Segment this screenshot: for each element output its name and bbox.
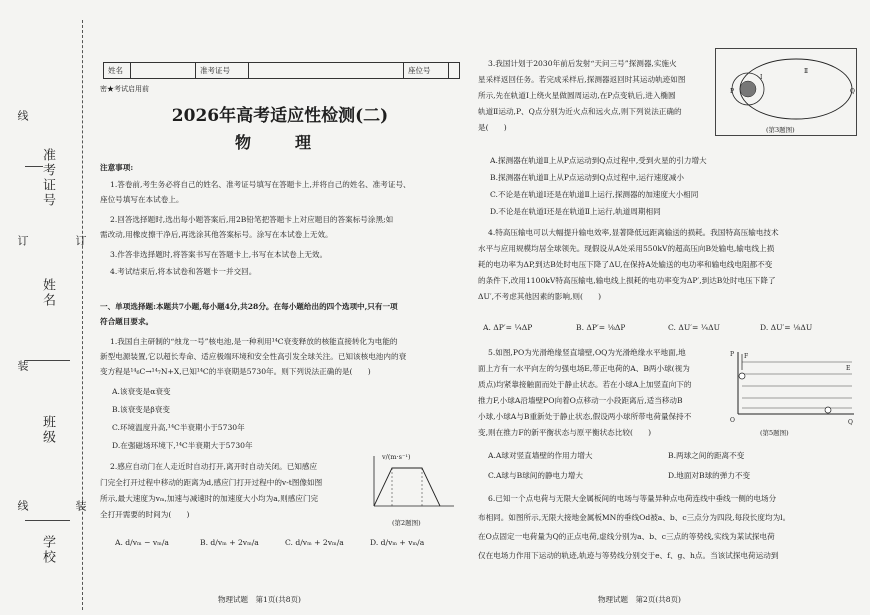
question-1-text: 变方程是¹⁴₆C→¹⁴₇N+X,已知¹⁴C的半衰期是5730年。则下列说法正确的是( ) <box>100 367 371 376</box>
question-3-text: 轨道Ⅱ运动,P、Q点分别为近火点和远火点,则下列说法正确的 <box>478 107 682 116</box>
question-3-option: A.探测器在轨道Ⅱ上从P点运动到Q点过程中,受到火星的引力增大 <box>490 156 707 165</box>
question-1-text: 新型电源装置,它以超长寿命、适应极端环境和安全性高引发全球关注。已知该核电池内的衰 <box>100 352 407 361</box>
exam-title: 2026年高考适应性检测(二) <box>171 106 389 126</box>
info-cell-blank <box>449 63 459 78</box>
info-cell-blank <box>249 63 404 78</box>
section-heading: 一、单项选择题:本题共7小题,每小题4分,共28分。在每小题给出的四个选项中,只有一项 <box>100 302 398 311</box>
secret-label: 密★考试启用前 <box>100 85 149 93</box>
question-4-text: 的条件下,改用1100kV特高压输电,输电线上损耗的电功率变为ΔP′,到达B处时电压下降了 <box>478 276 776 285</box>
question-3-text: 所示,先在轨道Ⅰ上绕火星做圆周运动,在P点变轨后,进入椭圆 <box>478 91 676 100</box>
notice-line: 3.作答非选择题时,将答案书写在答题卡上,书写在本试卷上无效。 <box>110 250 328 259</box>
notice-line: 4.考试结束后,将本试卷和答题卡一并交回。 <box>110 267 257 276</box>
question-1-option: C.环境温度升高,¹⁴C半衰期小于5730年 <box>112 423 245 432</box>
q2-figure-caption: (第2题图) <box>392 519 421 527</box>
question-5-text: 面上方有一水平向左的匀强电场E,带正电荷的A、B两小球(视为 <box>478 364 690 373</box>
question-2-text: 门完全打开过程中移动的距离为d,感应门打开过程中的v-t图像如图 <box>100 478 323 487</box>
question-3-text: 3.我国计划于2030年前后发射“天问三号”探测器,实施火 <box>488 59 677 68</box>
binding-mark: 订 <box>74 235 87 246</box>
question-5-text: 质点)均紧靠接触面而处于静止状态。若在小球A上加竖直向下的 <box>478 380 692 389</box>
question-3-option: C.不论是在轨道Ⅰ还是在轨道Ⅱ上运行,探测器的加速度大小相同 <box>490 190 699 199</box>
binding-mark: 装 <box>16 360 29 371</box>
q5-figure-caption: (第5题图) <box>760 429 789 437</box>
binding-blank <box>25 520 70 521</box>
q3-figure-frame <box>715 48 857 136</box>
svg-text:Q: Q <box>850 88 855 95</box>
question-4-text: 耗的电功率为ΔP,到达B处时电压下降了ΔU,在保持A处输送的电功率和输电线电阻都不变 <box>478 260 773 269</box>
q3-figure-caption: (第3题图) <box>766 126 795 134</box>
question-2-text: 所示,最大速度为vₘ,加速与减速时的加速度大小均为a,则感应门完 <box>100 494 319 503</box>
page-1-footer: 物理试题 第1页(共8页) <box>218 595 301 604</box>
info-cell-exam-id: 准考证号 <box>196 63 249 78</box>
question-6-text: 布相同。如图所示,无限大接地金属板MN的垂线Od被a、b、c三点分为四段,每段长度均为l。 <box>478 513 791 522</box>
question-1-option: A.该衰变是α衰变 <box>112 387 171 396</box>
svg-text:O: O <box>730 417 735 424</box>
binding-blank <box>25 360 70 361</box>
notice-line: 座位号填写在本试卷上。 <box>100 195 184 204</box>
question-2-option: B. d/vₘ + 2vₘ/a <box>200 538 259 547</box>
binding-mark: 订 <box>16 235 29 246</box>
question-2-text: 2.感应自动门在人走近时自动打开,离开时自动关闭。已知感应 <box>110 462 318 471</box>
section-heading: 符合题目要求。 <box>100 317 154 326</box>
svg-text:Q: Q <box>848 419 853 426</box>
question-4-option: C. ΔU′= ¼ΔU <box>668 323 720 332</box>
candidate-info-table <box>103 62 460 79</box>
question-6-text: 在O点固定一电荷量为Q的正点电荷,虚线分别为a、b、c三点的等势线,实线为某试探电荷 <box>478 532 775 541</box>
info-cell-blank <box>131 63 196 78</box>
question-3-option: D.不论是在轨道Ⅰ还是在轨道Ⅱ上运行,轨道周期相同 <box>490 207 661 216</box>
question-5-option: C.A球与B球间的静电力增大 <box>488 471 583 480</box>
question-4-text: ΔU′,不考虑其他因素的影响,则( ) <box>478 292 602 301</box>
question-5-text: 5.如图,PO为光滑绝缘竖直墙壁,OQ为光滑绝缘水平地面,地 <box>488 348 686 357</box>
binding-margin <box>0 0 95 615</box>
notice-heading: 注意事项: <box>100 163 134 172</box>
question-4-option: A. ΔP′= ¼ΔP <box>483 323 533 332</box>
binding-label-school: 学校 <box>40 535 55 565</box>
binding-blank <box>25 166 43 167</box>
binding-mark: 线 <box>16 500 29 511</box>
binding-mark: 线 <box>16 110 29 121</box>
question-6-text: 仅在电场力作用下运动的轨迹,轨迹与等势线分别交于e、f、g、h点。当该试探电荷运动到 <box>478 551 779 560</box>
q3-orbit-diagram <box>716 49 856 125</box>
page-2 <box>478 0 858 615</box>
svg-text:P: P <box>730 351 735 358</box>
binding-dashed-line <box>82 20 83 610</box>
question-1-text: 1.我国自主研制的“烛龙一号”核电池,是一种利用¹⁴C衰变释放的核能直接转化为电能的 <box>110 337 398 346</box>
svg-text:P: P <box>730 88 735 95</box>
question-2-option: D. d/vₘ + vₘ/a <box>370 538 425 547</box>
question-1-option: B.该衰变是β衰变 <box>112 405 170 414</box>
question-5-text: 推力F,小球A沿墙壁PO向着O点移动一小段距离后,适当移动B <box>478 396 683 405</box>
svg-text:Ⅰ: Ⅰ <box>760 74 763 81</box>
question-4-option: B. ΔP′= ⅛ΔP <box>576 323 626 332</box>
binding-label-exam-id: 准考证号 <box>40 148 55 208</box>
question-2-option: C. d/vₘ + 2vₘ/a <box>285 538 344 547</box>
q2-vt-graph <box>366 452 458 514</box>
question-3-option: B.探测器在轨道Ⅱ上从P点运动到Q点过程中,运行速度减小 <box>490 173 684 182</box>
question-5-option: D.地面对B球的弹力不变 <box>668 471 751 480</box>
question-5-option: A.A球对竖直墙壁的作用力增大 <box>488 451 593 460</box>
question-5-text: 变,则在推力F的新平衡状态与原平衡状态比较( ) <box>478 428 652 437</box>
question-5-text: 小球,小球A与B重新处于静止状态,假设两小球所带电荷量保持不 <box>478 412 692 421</box>
svg-text:E: E <box>846 365 851 372</box>
question-6-text: 6.已知一个点电荷与无限大金属板间的电场与等量异种点电荷连线中垂线一侧的电场分 <box>488 494 777 503</box>
info-cell-seat: 座位号 <box>404 63 449 78</box>
question-2-text: 全打开需要的时间为( ) <box>100 510 190 519</box>
page-1 <box>100 0 460 615</box>
notice-line: 1.答卷前,考生务必将自己的姓名、准考证号填写在答题卡上,并将自己的姓名、准考证号、 <box>110 180 411 189</box>
binding-label-name: 姓名 <box>40 278 55 308</box>
binding-label-class: 班级 <box>40 415 55 445</box>
question-5-option: B.两球之间的距离不变 <box>668 451 745 460</box>
question-3-text: 星采样返回任务。若完成采样后,探测器返回时其运动轨迹如图 <box>478 75 686 84</box>
binding-mark: 装 <box>74 500 87 511</box>
notice-line: 需改动,用橡皮擦干净后,再选涂其他答案标号。涂写在本试卷上无效。 <box>100 230 333 239</box>
info-cell-name: 姓名 <box>104 63 131 78</box>
question-4-option: D. ΔU′= ⅛ΔU <box>760 323 813 332</box>
question-4-text: 4.特高压输电可以大幅提升输电效率,显著降低远距离输送的损耗。我国特高压输电技术 <box>488 228 779 237</box>
question-4-text: 水平与应用规模均居全球领先。现假设从A处采用550kV的超高压向B处输电,输电线上损 <box>478 244 775 253</box>
q5-field-diagram <box>728 348 858 428</box>
question-3-text: 是( ) <box>478 123 507 132</box>
page-2-footer: 物理试题 第2页(共8页) <box>598 595 681 604</box>
svg-text:Ⅱ: Ⅱ <box>804 68 809 75</box>
svg-text:F: F <box>744 353 749 360</box>
question-2-option: A. d/vₘ − vₘ/a <box>115 538 169 547</box>
q2-graph-axis-label: v/(m·s⁻¹) <box>382 453 411 461</box>
question-1-option: D.在强磁场环境下,¹⁴C半衰期大于5730年 <box>112 441 253 450</box>
subject-title: 物 理 <box>234 133 325 152</box>
notice-line: 2.回答选择题时,选出每小题答案后,用2B铅笔把答题卡上对应题目的答案标号涂黑;如 <box>110 215 394 224</box>
